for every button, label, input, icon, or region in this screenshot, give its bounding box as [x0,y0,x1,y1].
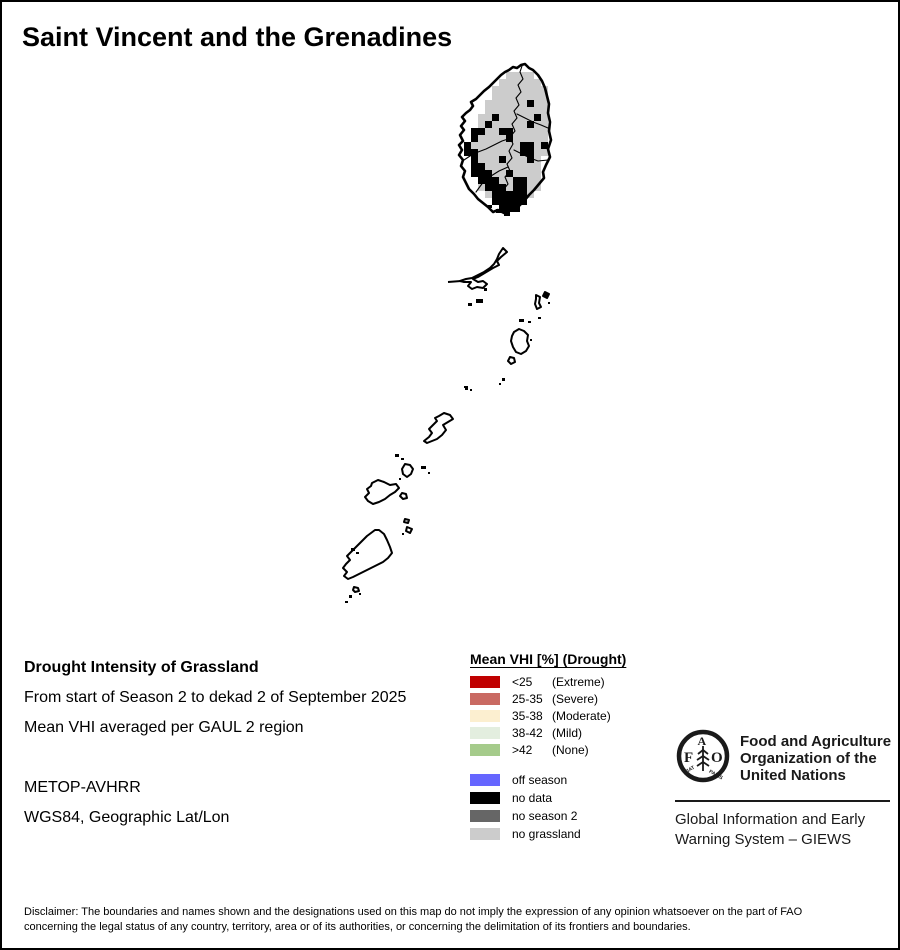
legend-item [470,771,680,789]
map-svg [2,2,900,950]
no-data-cell [527,100,534,107]
no-grassland-cell [520,100,527,107]
legend-value: 25-35 [512,691,543,706]
no-grassland-cell [520,93,527,100]
no-grassland-cell [485,156,492,163]
map-method-line: Mean VHI averaged per GAUL 2 region [24,719,304,736]
no-grassland-cell [492,128,499,135]
no-data-cell [527,149,534,156]
no-grassland-cell [513,135,520,142]
no-data-cell [499,156,506,163]
no-data-cell [478,170,485,177]
no-data-cell [520,177,527,184]
fao-name-line3: United Nations [740,767,846,784]
no-data-cell [478,163,485,170]
no-grassland-cell [506,100,513,107]
legend-item [470,690,680,707]
no-data-cell [534,114,541,121]
no-grassland-cell [527,135,534,142]
legend-value: <25 [512,674,533,689]
no-data-cell [513,198,520,205]
no-data-cell [471,170,478,177]
no-grassland-cell [534,170,541,177]
fao-logo-motto-fiat: FIAT [683,764,697,776]
giews-line2: Warning System – GIEWS [675,831,852,848]
no-grassland-cell [541,135,548,142]
legend-item [470,741,680,758]
page-title: Saint Vincent and the Grenadines [22,22,453,52]
map-period-line: From start of Season 2 to dekad 2 of September 2025 [24,689,407,706]
no-data-cell [492,184,499,191]
legend-drought-classes [470,673,680,758]
no-grassland-cell [478,114,485,121]
no-grassland-cell [499,107,506,114]
giews-line1: Global Information and Early [675,811,866,828]
no-data-cell [485,121,492,128]
no-data-cell [520,142,527,149]
no-grassland-cell [527,79,534,86]
no-data-cell [492,177,499,184]
no-grassland-cell [513,79,520,86]
no-grassland-cell [499,93,506,100]
no-data-cell [492,191,499,198]
no-grassland-cell [520,107,527,114]
disclaimer-line1: Disclaimer: The boundaries and names shown and the designations used on this map do not imply the expression of any opinion whatsoever on the part of FAO [24,906,803,918]
no-grassland-cell [534,163,541,170]
no-grassland-cell [506,93,513,100]
legend-swatch [470,693,500,705]
no-grassland-cell [485,149,492,156]
no-data-cell [506,198,513,205]
legend-swatch [470,792,500,804]
no-grassland-cell [506,72,513,79]
no-grassland-cell [499,114,506,121]
no-grassland-cell [492,100,499,107]
legend-item [470,707,680,724]
fao-organization-name [740,733,891,784]
no-grassland-cell [527,107,534,114]
no-grassland-cell [492,135,499,142]
no-grassland-cell [534,86,541,93]
no-grassland-cell [534,135,541,142]
no-grassland-cell [485,107,492,114]
no-grassland-cell [527,128,534,135]
no-grassland-cell [478,135,485,142]
no-grassland-cell [527,177,534,184]
no-grassland-cell [534,128,541,135]
giews-label [675,810,865,850]
no-data-cell [471,128,478,135]
no-data-cell [471,135,478,142]
no-grassland-cell [534,100,541,107]
no-grassland-cell [499,86,506,93]
no-grassland-cell [492,93,499,100]
no-grassland-cell [520,135,527,142]
no-grassland-cell [471,142,478,149]
no-grassland-cell [492,163,499,170]
no-grassland-cell [492,156,499,163]
no-grassland-cell [527,86,534,93]
footer-separator-line [675,800,890,802]
no-grassland-cell [478,142,485,149]
no-grassland-cell [499,100,506,107]
no-grassland-cell [492,121,499,128]
no-grassland-cell [492,86,499,93]
no-grassland-cell [520,128,527,135]
no-data-cell [464,149,471,156]
legend-label: (Mild) [552,725,582,740]
no-grassland-cell [520,121,527,128]
no-data-cell [506,191,513,198]
legend-label: (Extreme) [552,674,605,689]
canouan-island [424,413,453,443]
map-projection-line: WGS84, Geographic Lat/Lon [24,809,230,826]
no-grassland-cell [541,114,548,121]
legend-value: 38-42 [512,725,543,740]
carriacou-island [343,530,392,579]
legend-label: no data [512,791,553,805]
no-grassland-cell [513,72,520,79]
legend-swatch [470,828,500,840]
disclaimer-text [24,905,884,935]
no-grassland-cell [485,163,492,170]
legend-label: (Moderate) [552,708,611,723]
legend-value: >42 [512,742,533,757]
no-grassland-cell [499,149,506,156]
no-grassland-cell [527,93,534,100]
legend-swatch [470,676,500,688]
legend-item [470,807,680,825]
legend [470,651,680,843]
legend-swatch [470,774,500,786]
legend-swatch [470,810,500,822]
legend-label: off season [512,773,568,787]
legend-value: 35-38 [512,708,543,723]
no-grassland-cell [520,170,527,177]
no-grassland-cell [499,79,506,86]
no-data-cell [513,184,520,191]
grenadines-islands [343,248,550,603]
no-grassland-cell [534,107,541,114]
no-grassland-cell [534,93,541,100]
no-grassland-cell [513,156,520,163]
no-data-cell [527,142,534,149]
no-grassland-cell [499,142,506,149]
no-data-cell [471,163,478,170]
no-grassland-cell [485,191,492,198]
no-grassland-cell [534,142,541,149]
union-island [365,480,399,504]
no-grassland-cell [527,72,534,79]
no-grassland-cell [520,156,527,163]
legend-item [470,724,680,741]
no-data-cell [513,177,520,184]
fao-name-line1: Food and Agriculture [740,733,892,750]
no-data-cell [541,142,548,149]
no-grassland-cell [513,170,520,177]
no-grassland-cell [485,135,492,142]
legend-item [470,789,680,807]
no-grassland-cell [478,121,485,128]
legend-item [470,825,680,843]
no-grassland-cell [541,128,548,135]
no-grassland-cell [506,86,513,93]
map-subject-heading: Drought Intensity of Grassland [24,659,259,676]
no-grassland-cell [506,114,513,121]
legend-swatch [470,710,500,722]
fao-logo-motto-panis: PANIS [707,768,724,782]
legend-other-classes [470,771,680,843]
no-grassland-cell [478,156,485,163]
no-grassland-cell [513,163,520,170]
no-grassland-cell [485,128,492,135]
no-grassland-cell [492,149,499,156]
no-grassland-cell [534,149,541,156]
disclaimer-line2: concerning the legal status of any country, territory, area or of its authorities, or concerning the delimitation of its frontiers and boundaries. [24,921,691,933]
bequia-island [460,248,507,289]
no-data-cell [492,114,499,121]
no-grassland-cell [492,107,499,114]
legend-header: Mean VHI [%] (Drought) [470,651,627,667]
no-grassland-cell [520,79,527,86]
fao-name-line2: Organization of the [740,750,877,767]
no-grassland-cell [506,107,513,114]
fao-logo-letter-o: O [711,750,723,766]
legend-swatch [470,744,500,756]
fao-logo [676,729,730,783]
legend-label: (None) [552,742,589,757]
no-data-cell [471,156,478,163]
legend-item [470,673,680,690]
legend-label: no season 2 [512,809,578,823]
no-grassland-cell [527,163,534,170]
legend-label: (Severe) [552,691,599,706]
legend-label: no grassland [512,827,581,841]
no-grassland-cell [506,79,513,86]
no-grassland-cell [485,100,492,107]
fao-logo-letter-a: A [697,734,707,748]
no-data-cell [492,198,499,205]
no-data-cell [485,184,492,191]
map-sensor-line: METOP-AVHRR [24,779,141,796]
no-data-cell [499,128,506,135]
fao-logo-letter-f: F [684,750,694,766]
no-grassland-cell [527,170,534,177]
mustique-island [511,329,529,354]
no-grassland-cell [485,114,492,121]
no-grassland-cell [513,142,520,149]
no-grassland-cell [520,163,527,170]
no-data-cell [478,128,485,135]
no-data-cell [520,184,527,191]
no-data-cell [513,191,520,198]
legend-swatch [470,727,500,739]
no-grassland-cell [499,121,506,128]
no-data-cell [464,142,471,149]
